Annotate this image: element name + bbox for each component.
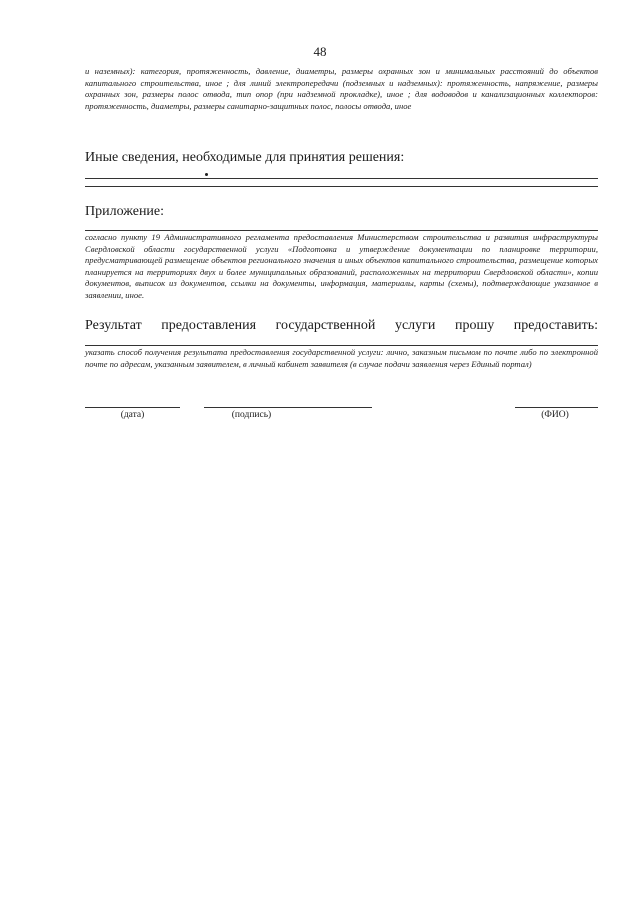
signature-line [204, 407, 372, 408]
attachment-heading: Приложение: [85, 204, 165, 219]
page-number: 48 [313, 44, 327, 59]
date-label: (дата) [120, 410, 145, 420]
name-label: (ФИО) [541, 410, 569, 420]
attachment-note: согласно пункту 19 Административного регламента предоставления Министерством строительства и развития инфраструктуры Свердловской области государственной услуги «Подготовка и утверждение документации по планировке территории, предусматривающей размещение объектов регионального значения и иных объектов капитального строительства, размещение которых планируется на территориях двух и более муниципальных образований, расположенных на территории Свердловской области», копии документов, выписок из документов, ссылки на документы, информация, материалы, карты (схемы), подтверждающие указанное в заявлении, иное. [85, 232, 598, 300]
other-info-line-1 [85, 178, 598, 179]
result-line [85, 345, 598, 346]
signature-label: (подпись) [231, 410, 272, 420]
result-heading: Результат предоставления государственной услуги прошу предоставить: [85, 318, 598, 333]
stray-mark [205, 173, 208, 176]
result-note: указать способ получения результата предоставления государственной услуги: лично, заказным письмом по почте либо по электронной почте по адресам, указанным заявителем, в личный кабинет заявителя (в случае подачи заявления через Единый портал) [85, 347, 598, 369]
date-line [85, 407, 180, 408]
name-line [515, 407, 598, 408]
other-info-line-2 [85, 186, 598, 187]
attachment-line [85, 230, 598, 231]
top-note: и наземных): категория, протяженность, давление, диаметры, размеры охранных зон и минимальных расстояний до объектов капитального строительства, иное ; для линий электропередачи (подземных и надземных): протяженность, напряжение, размеры охранных зон, размеры полос отвода, тип опор (при надземной прокладке), иное ; для водоводов и канализационных коллекторов: протяженность, диаметры, размеры санитарно-защитных полос, полосы отвода, иное [85, 66, 598, 111]
other-info-heading: Иные сведения, необходимые для принятия решения: [85, 150, 405, 165]
